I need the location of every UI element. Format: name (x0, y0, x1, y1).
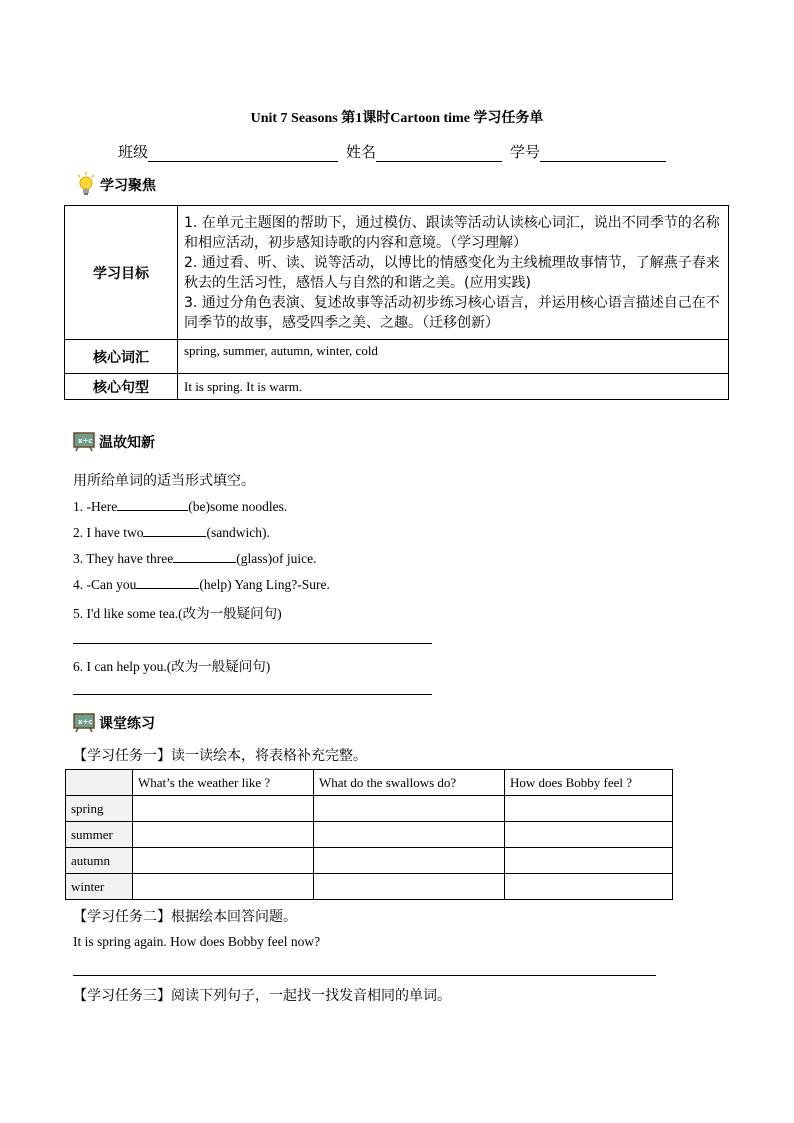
vocab-header: 核心词汇 (65, 340, 178, 374)
goals-content (178, 206, 729, 340)
vocab-content: spring, summer, autumn, winter, cold (178, 340, 729, 374)
goal-item: 2. 通过看、听、读、说等活动，以博比的情感变化为主线梳理故事情节，了解燕子春来秋去的生活习性，感悟人与自然的和谐之美。(应用实践) (184, 254, 720, 291)
task-2-answer-line[interactable] (73, 975, 656, 976)
question-4-prefix: 4. -Can you (73, 577, 137, 592)
svg-text:x÷c: x÷c (78, 437, 93, 445)
row-header: autumn (66, 848, 133, 874)
task-2-question: It is spring again. How does Bobby feel now? (73, 934, 321, 949)
answer-blank[interactable] (143, 524, 206, 537)
question-6: 6. I can help you.(改为一般疑问句) (73, 659, 271, 674)
number-label: 学号 (510, 143, 541, 161)
answer-blank[interactable] (136, 576, 199, 589)
question-1 (73, 498, 287, 515)
table-cell[interactable] (133, 796, 314, 822)
name-label: 姓名 (346, 143, 377, 161)
table-row (66, 822, 673, 848)
goals-header: 学习目标 (65, 206, 178, 340)
lightbulb-icon (76, 172, 96, 198)
row-header: summer (66, 822, 133, 848)
sentence-content: It is spring. It is warm. (178, 374, 729, 400)
question-4 (73, 576, 330, 593)
table-cell[interactable] (314, 822, 505, 848)
table-cell[interactable] (133, 848, 314, 874)
table-row (66, 796, 673, 822)
table-corner (66, 770, 133, 796)
table-cell[interactable] (505, 796, 673, 822)
student-info-row (118, 141, 666, 162)
table-cell[interactable] (314, 848, 505, 874)
review-instruction: 用所给单词的适当形式填空。 (73, 473, 255, 489)
review-heading-text: 温故知新 (99, 435, 155, 451)
answer-line-6[interactable] (73, 694, 432, 695)
column-header: What do the swallows do? (314, 770, 505, 796)
question-2-prefix: 2. I have two (73, 525, 144, 540)
question-3-suffix: (glass)of juice. (236, 551, 317, 566)
sentence-row (65, 374, 729, 400)
row-header: winter (66, 874, 133, 900)
practice-heading (73, 713, 155, 733)
question-4-suffix: (help) Yang Ling?-Sure. (199, 577, 330, 592)
practice-heading-text: 课堂练习 (99, 716, 155, 732)
question-3 (73, 550, 316, 567)
table-row (66, 848, 673, 874)
question-1-suffix: (be)some noodles. (188, 499, 288, 514)
question-1-prefix: 1. -Here (73, 499, 118, 514)
blackboard-icon (73, 432, 95, 452)
table-cell[interactable] (314, 874, 505, 900)
task-1-instruction: 【学习任务一】读一读绘本，将表格补充完整。 (73, 748, 367, 764)
answer-blank[interactable] (173, 550, 236, 563)
answer-blank[interactable] (117, 498, 188, 511)
table-cell[interactable] (505, 848, 673, 874)
page-title: Unit 7 Seasons 第1课时Cartoon time 学习任务单 (250, 111, 544, 126)
focus-heading-text: 学习聚焦 (100, 178, 156, 194)
goals-row (65, 206, 729, 340)
season-table (65, 769, 673, 900)
table-cell[interactable] (314, 796, 505, 822)
column-header: How does Bobby feel ? (505, 770, 673, 796)
goal-item: 3. 通过分角色表演、复述故事等活动初步练习核心语言，并运用核心语言描述自己在不同季节的故事，感受四季之美、之趣。（迁移创新） (184, 294, 720, 331)
table-cell[interactable] (505, 874, 673, 900)
question-5: 5. I'd like some tea.(改为一般疑问句) (73, 606, 282, 621)
column-header: What’s the weather like ? (133, 770, 314, 796)
goal-item: 1. 在单元主题图的帮助下，通过模仿、跟读等活动认读核心词汇，说出不同季节的名称和相应活动，初步感知诗歌的内容和意境。（学习理解） (184, 214, 720, 251)
question-2-suffix: (sandwich). (206, 525, 270, 540)
question-3-prefix: 3. They have three (73, 551, 174, 566)
row-header: spring (66, 796, 133, 822)
class-field[interactable] (148, 145, 338, 162)
blackboard-icon (73, 713, 95, 733)
task-3-instruction: 【学习任务三】阅读下列句子，一起找一找发音相同的单词。 (73, 988, 451, 1004)
number-field[interactable] (540, 145, 666, 162)
svg-text:x÷c: x÷c (78, 718, 93, 726)
season-table-header (66, 770, 673, 796)
answer-line-5[interactable] (73, 643, 432, 644)
class-label: 班级 (118, 143, 149, 161)
review-heading (73, 432, 155, 452)
task-2-instruction: 【学习任务二】根据绘本回答问题。 (73, 909, 297, 925)
table-cell[interactable] (133, 874, 314, 900)
focus-heading (76, 172, 156, 198)
question-2 (73, 524, 270, 541)
focus-table (64, 205, 729, 400)
table-cell[interactable] (505, 822, 673, 848)
vocab-row (65, 340, 729, 374)
table-row (66, 874, 673, 900)
name-field[interactable] (376, 145, 502, 162)
table-cell[interactable] (133, 822, 314, 848)
sentence-header: 核心句型 (65, 374, 178, 400)
